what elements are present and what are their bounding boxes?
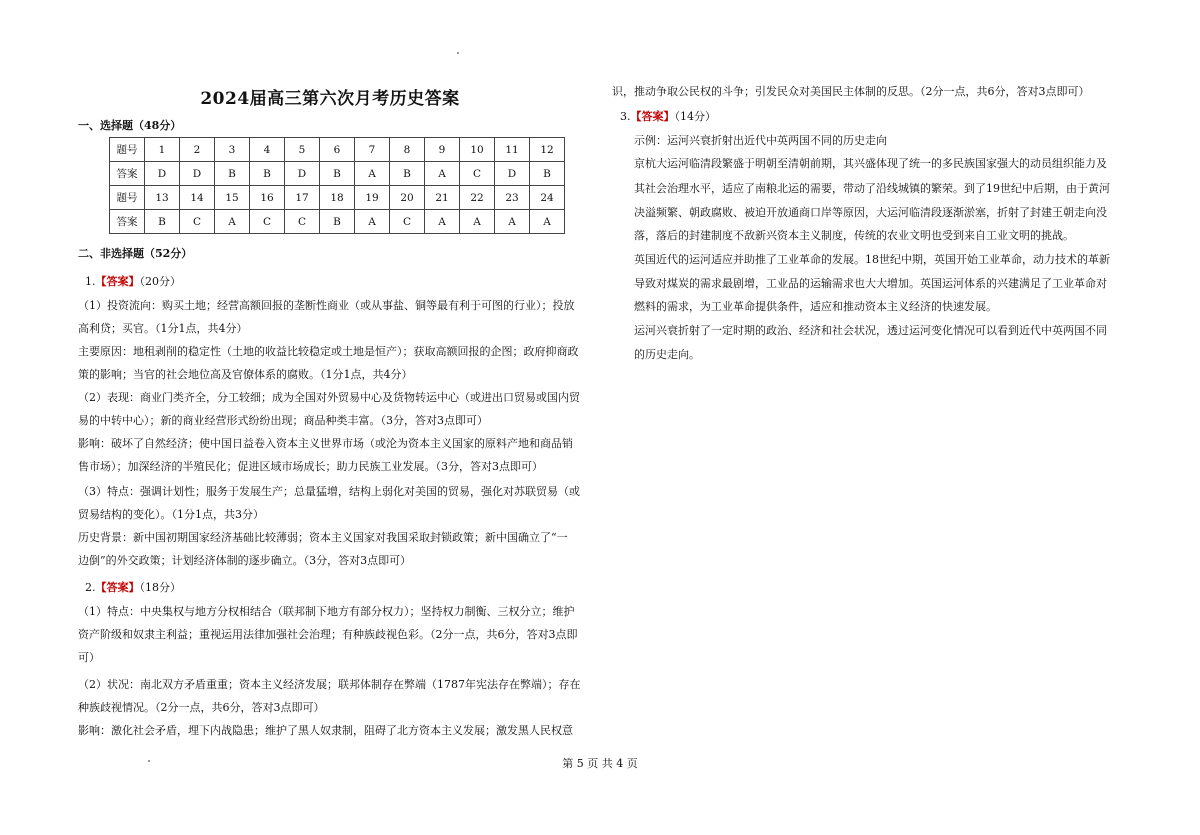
scan-dot	[457, 52, 459, 54]
q3-score: （14分）	[674, 110, 716, 123]
table-cell: 11	[495, 138, 530, 162]
q1-part1-line2: 高利贷；买官。（1分1点，共4分）	[78, 322, 248, 335]
table-cell: B	[250, 162, 285, 186]
table-cell: A	[355, 210, 390, 234]
table-cell: 23	[495, 186, 530, 210]
q1-background-line1: 历史背景：新中国初期国家经济基础比较薄弱；资本主义国家对我国采取封锁政策；新中国确立了“一	[78, 531, 568, 544]
table-cell: 21	[425, 186, 460, 210]
table-cell: 10	[460, 138, 495, 162]
q2-impact-line1: 影响：激化社会矛盾，埋下内战隐患；维护了黑人奴隶制，阻碍了北方资本主义发展；激发黑人民权意	[78, 724, 573, 737]
q1-part2-line1: （2）表现：商业门类齐全，分工较细；成为全国对外贸易中心及货物转运中心（或进出口贸易或国内贸	[78, 391, 580, 404]
table-cell: B	[145, 210, 180, 234]
q3-answer-tag: 【答案】	[630, 110, 675, 123]
table-cell: B	[215, 162, 250, 186]
table-cell: 8	[390, 138, 425, 162]
table-cell: 16	[250, 186, 285, 210]
q1-background-line2: 边倒”的外交政策；计划经济体制的逐步确立。（3分，答对3点即可）	[78, 554, 412, 567]
table-cell: D	[145, 162, 180, 186]
q3-para2-line3: 燃料的需求，为工业革命提供条件，适应和推动资本主义经济的快速发展。	[634, 300, 997, 313]
section-heading-choice: 一、选择题（48分）	[78, 119, 182, 132]
table-cell: C	[250, 210, 285, 234]
table-cell: 1	[145, 138, 180, 162]
q2-score: （18分）	[139, 581, 181, 594]
q3-para1-line4: 落，落后的封建制度不敌新兴资本主义制度，传统的农业文明也受到来自工业文明的挑战。	[634, 229, 1074, 242]
q3-number: 3.	[620, 110, 631, 123]
table-row	[110, 186, 565, 210]
table-cell: 20	[390, 186, 425, 210]
q3-para1-line2: 其社会治理水平，适应了南粮北运的需要，带动了沿线城镇的繁荣。到了19世纪中后期，由于黄河	[634, 182, 1110, 195]
table-cell: 12	[530, 138, 565, 162]
table-cell: A	[425, 210, 460, 234]
table-cell: A	[495, 210, 530, 234]
table-cell: C	[460, 162, 495, 186]
row-header: 题号	[110, 186, 145, 210]
q1-part2-line2: 易的中转中心）；新的商业经营形式纷纷出现；商品种类丰富。（3分，答对3点即可）	[78, 414, 488, 427]
table-cell: 2	[180, 138, 215, 162]
table-cell: C	[180, 210, 215, 234]
table-cell: 18	[320, 186, 355, 210]
q2-part1-line2: 资产阶级和奴隶主利益；重视运用法律加强社会治理；有种族歧视色彩。（2分一点，共6分，答对3点即	[78, 628, 578, 641]
table-cell: A	[355, 162, 390, 186]
q3-header	[620, 105, 716, 128]
q1-part3-line1: （3）特点：强调计划性；服务于发展生产；总量猛增，结构上弱化对美国的贸易，强化对苏联贸易（或	[78, 485, 580, 498]
table-row	[110, 210, 565, 234]
q2-part1-line3: 可）	[78, 651, 100, 664]
table-cell: 9	[425, 138, 460, 162]
table-cell: 24	[530, 186, 565, 210]
table-row	[110, 138, 565, 162]
row-header: 答案	[110, 162, 145, 186]
q1-score: （20分）	[139, 275, 181, 288]
table-cell: 15	[215, 186, 250, 210]
q2-header	[85, 576, 181, 599]
q1-part3-line2: 贸易结构的变化）。（1分1点，共3分）	[78, 508, 264, 521]
q2-part2-line1: （2）状况：南北双方矛盾重重；资本主义经济发展；联邦体制存在弊端（1787年宪法存在弊端）；存在	[78, 678, 581, 691]
q1-answer-tag: 【答案】	[95, 275, 140, 288]
table-cell: D	[285, 162, 320, 186]
q3-example: 示例：运河兴衰折射出近代中英两国不同的历史走向	[634, 134, 887, 147]
table-cell: 14	[180, 186, 215, 210]
q2-answer-tag: 【答案】	[95, 581, 140, 594]
q3-para1-line1: 京杭大运河临清段繁盛于明朝至清朝前期，其兴盛体现了统一的多民族国家强大的动员组织能力及	[634, 157, 1107, 170]
table-cell: 13	[145, 186, 180, 210]
table-cell: A	[530, 210, 565, 234]
page-footer: 第 5 页 共 4 页	[562, 757, 638, 770]
q3-para3-line1: 运河兴衰折射了一定时期的政治、经济和社会状况，透过运河变化情况可以看到近代中英两国不同	[634, 324, 1107, 337]
answer-table	[109, 137, 565, 234]
table-cell: 6	[320, 138, 355, 162]
page-title: 2024届高三第六次月考历史答案	[200, 89, 460, 109]
table-cell: 7	[355, 138, 390, 162]
table-cell: B	[320, 210, 355, 234]
q2-impact-line2: 识，推动争取公民权的斗争；引发民众对美国民主体制的反思。（2分一点，共6分，答对3点即可）	[612, 85, 1090, 98]
q1-part1-line1: （1）投资流向：购买土地；经营高额回报的垄断性商业（或从事盐、铜等最有利于可图的行业）；投放	[78, 299, 575, 312]
q2-part1-line1: （1）特点：中央集权与地方分权相结合（联邦制下地方有部分权力）；坚持权力制衡、三权分立；维护	[78, 605, 575, 618]
q1-number: 1.	[85, 275, 96, 288]
table-cell: B	[390, 162, 425, 186]
row-header: 题号	[110, 138, 145, 162]
table-cell: D	[495, 162, 530, 186]
q3-para3-line2: 的历史走向。	[634, 348, 700, 361]
table-cell: D	[180, 162, 215, 186]
q2-number: 2.	[85, 581, 96, 594]
q1-header	[85, 270, 181, 293]
table-cell: C	[390, 210, 425, 234]
table-cell: C	[285, 210, 320, 234]
q1-reason-line2: 策的影响；当官的社会地位高及官僚体系的腐败。（1分1点，共4分）	[78, 368, 413, 381]
table-cell: 5	[285, 138, 320, 162]
table-cell: B	[320, 162, 355, 186]
table-row	[110, 162, 565, 186]
table-cell: 22	[460, 186, 495, 210]
table-cell: 19	[355, 186, 390, 210]
q2-part2-line2: 种族歧视情况。（2分一点，共6分，答对3点即可）	[78, 701, 325, 714]
table-cell: A	[215, 210, 250, 234]
table-cell: 17	[285, 186, 320, 210]
q3-para2-line1: 英国近代的运河适应并助推了工业革命的发展。18世纪中期，英国开始工业革命，动力技术的革新	[634, 253, 1110, 266]
section-heading-nonchoice: 二、非选择题（52分）	[78, 247, 193, 260]
table-cell: A	[460, 210, 495, 234]
q3-para1-line3: 决溢频繁、朝政腐败、被迫开放通商口岸等原因，大运河临清段逐渐淤塞，折射了封建王朝走向没	[634, 206, 1107, 219]
table-cell: 3	[215, 138, 250, 162]
q1-reason-line1: 主要原因：地租剥削的稳定性（土地的收益比较稳定或土地是恒产）；获取高额回报的企图；政府抑商政	[78, 345, 579, 358]
table-cell: B	[530, 162, 565, 186]
table-cell: A	[425, 162, 460, 186]
scan-dot	[148, 760, 150, 762]
table-cell: 4	[250, 138, 285, 162]
q1-impact-line2: 售市场）；加深经济的半殖民化；促进区域市场成长；助力民族工业发展。（3分，答对3点即可）	[78, 460, 543, 473]
q1-impact-line1: 影响：破坏了自然经济；使中国日益卷入资本主义世界市场（或沦为资本主义国家的原料产地和商品销	[78, 437, 573, 450]
row-header: 答案	[110, 210, 145, 234]
q3-para2-line2: 导致对煤炭的需求最剧增，工业品的运输需求也大大增加。英国运河体系的兴建满足了工业革命对	[634, 277, 1107, 290]
